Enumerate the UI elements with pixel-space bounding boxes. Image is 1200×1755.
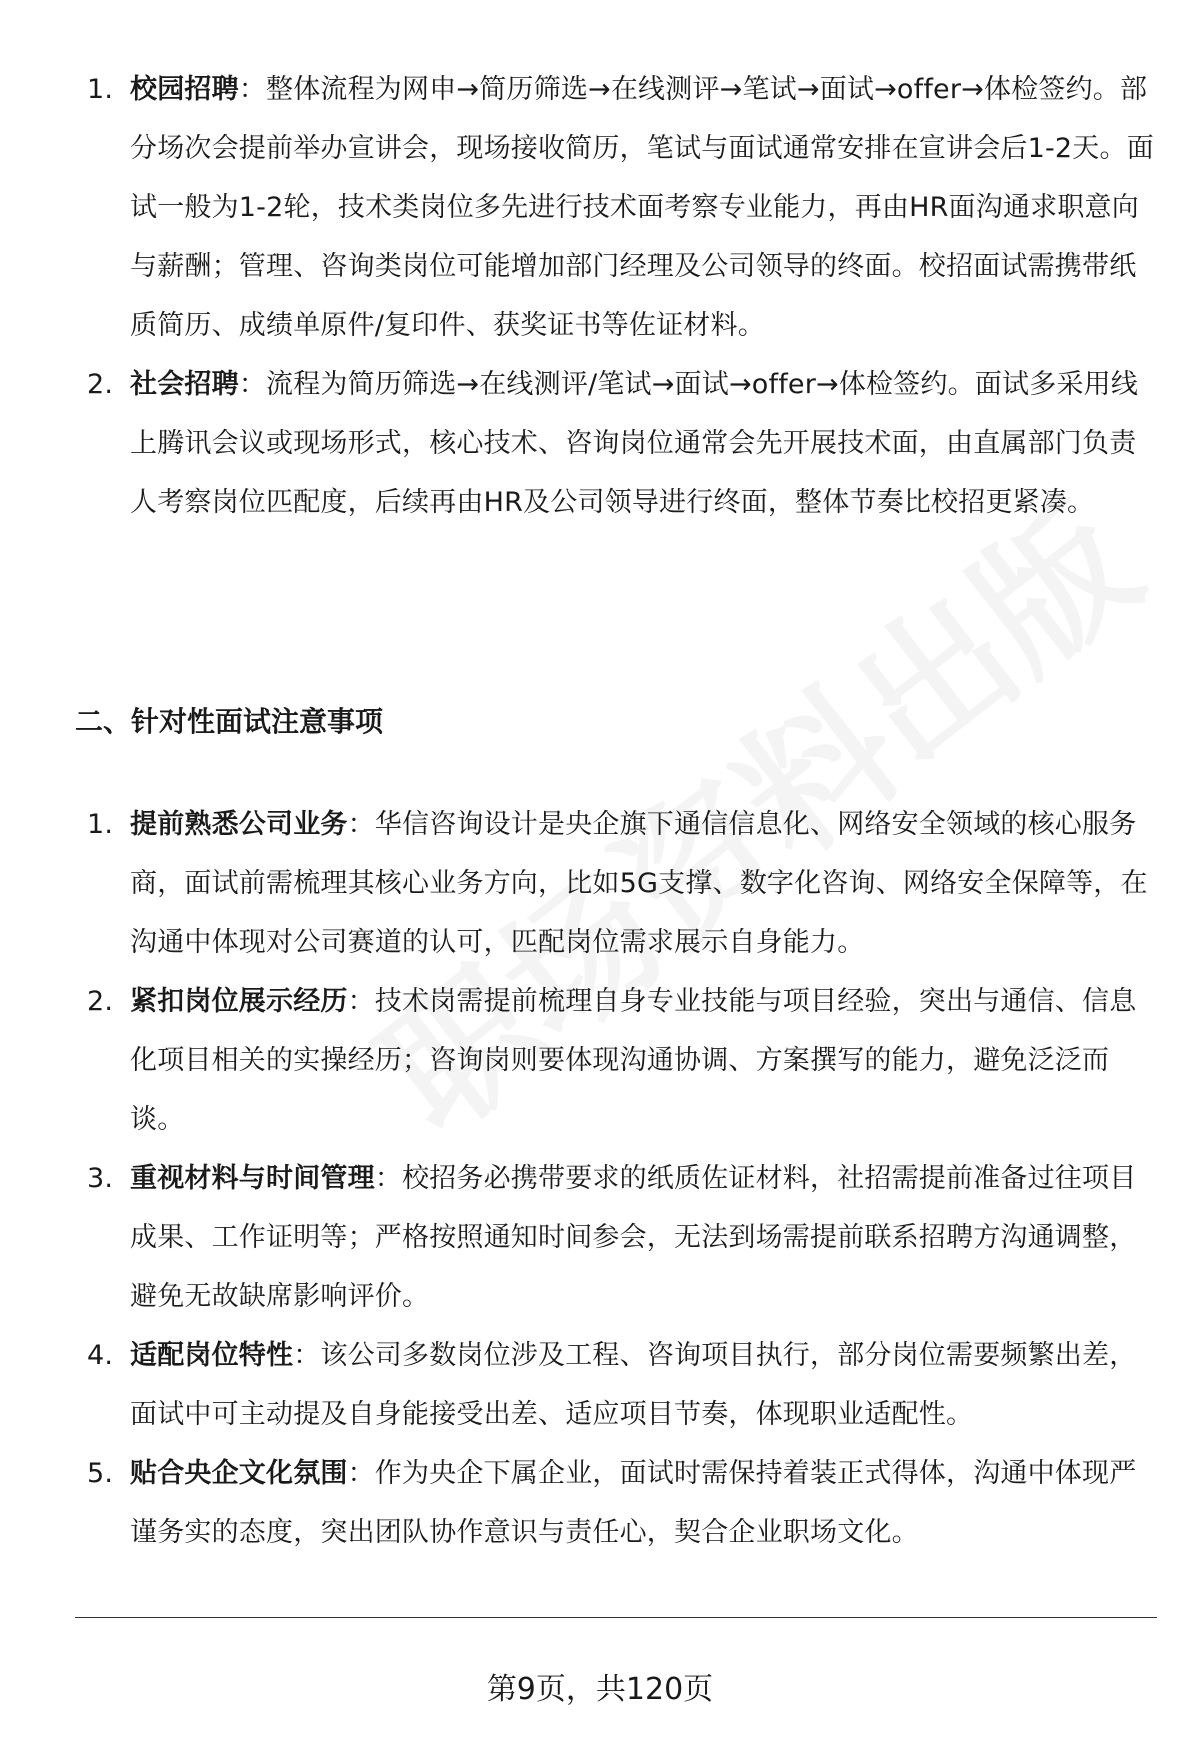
item-term: 校园招聘 (130, 74, 239, 105)
recruitment-process-list (80, 60, 1160, 532)
item-text: ：校招务必携带要求的纸质佐证材料，社招需提前准备过往项目成果、工作证明等；严格按照通知时间参会，无法到场需提前联系招聘方沟通调整，避免无故缺席影响评价。 (130, 1163, 1137, 1312)
item-term: 适配岗位特性 (130, 1340, 294, 1371)
item-text: ：技术岗需提前梳理自身专业技能与项目经验，突出与通信、信息化项目相关的实操经历；咨询岗则要体现沟通协调、方案撰写的能力，避免泛泛而谈。 (130, 986, 1137, 1135)
list-item (80, 795, 1160, 972)
page-number: 第9页，共120页 (486, 1672, 714, 1707)
item-number: 1. (87, 809, 114, 840)
item-text: ：作为央企下属企业，面试时需保持着装正式得体，沟通中体现严谨务实的态度，突出团队协作意识与责任心，契合企业职场文化。 (130, 1458, 1137, 1548)
list-item (80, 1326, 1160, 1444)
item-number: 1. (87, 74, 114, 105)
item-term: 紧扣岗位展示经历 (130, 986, 348, 1017)
footer-divider (75, 1617, 1157, 1618)
item-number: 2. (87, 986, 114, 1017)
list-item (80, 1149, 1160, 1326)
list-item (80, 60, 1160, 355)
item-text: ：整体流程为网申→简历筛选→在线测评→笔试→面试→offer→体检签约。部分场次会提前举办宣讲会，现场接收简历，笔试与面试通常安排在宣讲会后1-2天。面试一般为1-2轮，技术类岗位多先进行技术面考察专业能力，再由HR面沟通求职意向与薪酬；管理、咨询类岗位可能增加部门经理及公司领导的终面。校招面试需携带纸质简历、成绩单原件/复印件、获奖证书等佐证材料。 (130, 74, 1154, 341)
interview-tips-list (80, 795, 1160, 1562)
section-heading: 二、针对性面试注意事项 (75, 705, 384, 738)
item-text: ：华信咨询设计是央企旗下通信信息化、网络安全领域的核心服务商，面试前需梳理其核心业务方向，比如5G支撑、数字化咨询、网络安全保障等，在沟通中体现对公司赛道的认可，匹配岗位需求展示自身能力。 (130, 809, 1148, 958)
item-term: 贴合央企文化氛围 (130, 1458, 348, 1489)
item-number: 4. (87, 1340, 114, 1371)
item-number: 2. (87, 369, 114, 400)
item-term: 社会招聘 (130, 369, 239, 400)
list-item (80, 355, 1160, 532)
item-text: ：该公司多数岗位涉及工程、咨询项目执行，部分岗位需要频繁出差，面试中可主动提及自身能接受出差、适应项目节奏，体现职业适配性。 (130, 1340, 1137, 1430)
item-number: 5. (87, 1458, 114, 1489)
list-item (80, 972, 1160, 1149)
item-term: 重视材料与时间管理 (130, 1163, 375, 1194)
item-term: 提前熟悉公司业务 (130, 809, 348, 840)
list-item (80, 1444, 1160, 1562)
item-text: ：流程为简历筛选→在线测评/笔试→面试→offer→体检签约。面试多采用线上腾讯会议或现场形式，核心技术、咨询岗位通常会先开展技术面，由直属部门负责人考察岗位匹配度，后续再由HR及公司领导进行终面，整体节奏比校招更紧凑。 (130, 369, 1139, 518)
item-number: 3. (87, 1163, 114, 1194)
